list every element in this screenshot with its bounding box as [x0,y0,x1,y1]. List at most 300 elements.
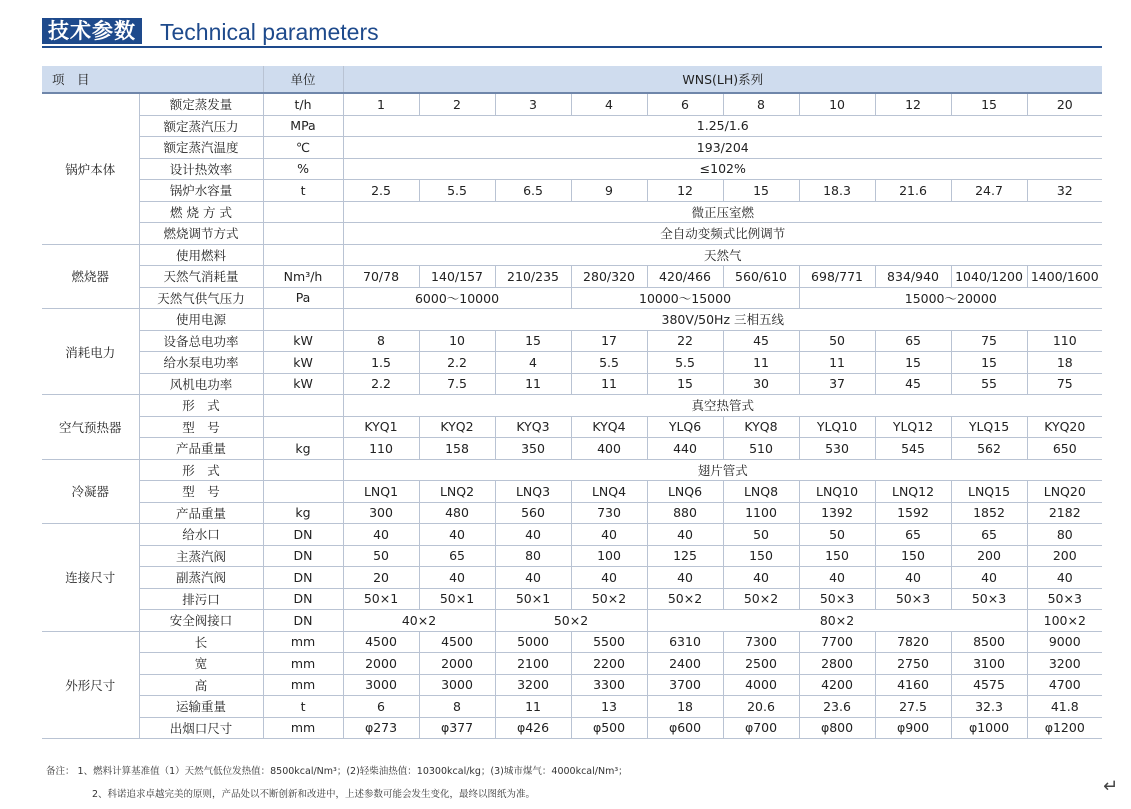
table-cell: 15 [875,352,951,374]
table-cell: 11 [723,352,799,374]
table-cell: 2.2 [343,373,419,395]
table-row [42,352,1102,374]
table-cell: 100 [571,545,647,567]
table-cell: 55 [951,373,1027,395]
table-cell: 730 [571,502,647,524]
row-label: 天然气消耗量 [139,266,263,288]
row-unit: kW [263,352,343,374]
table-row [42,244,1102,266]
table-cell: 3000 [419,674,495,696]
table-cell: 8 [419,696,495,718]
row-label: 设备总电功率 [139,330,263,352]
row-label: 天然气供气压力 [139,287,263,309]
table-cell: 50×2 [495,610,647,632]
title-bar [42,18,1102,48]
table-cell: YLQ6 [647,416,723,438]
table-cell: 3700 [647,674,723,696]
table-cell: 3 [495,93,571,115]
table-cell: 40 [875,567,951,589]
table-cell: 4575 [951,674,1027,696]
table-row [42,524,1102,546]
table-cell: 2 [419,93,495,115]
table-cell: 18.3 [799,180,875,202]
table-header-row [42,66,1102,93]
table-cell: 70/78 [343,266,419,288]
table-cell: 8500 [951,631,1027,653]
row-unit: MPa [263,115,343,137]
table-row [42,201,1102,223]
table-cell: 27.5 [875,696,951,718]
table-row [42,93,1102,115]
row-unit [263,459,343,481]
table-cell: φ377 [419,717,495,739]
header-series: WNS(LH)系列 [343,66,1102,93]
row-unit: t [263,696,343,718]
table-cell: 65 [951,524,1027,546]
table-row [42,115,1102,137]
group-label: 消耗电力 [42,309,139,395]
table-row [42,502,1102,524]
table-cell: 50×2 [647,588,723,610]
table-cell: ≤102% [343,158,1102,180]
table-cell: LNQ10 [799,481,875,503]
table-cell: 150 [799,545,875,567]
table-cell: 22 [647,330,723,352]
row-label: 运输重量 [139,696,263,718]
group-label: 锅炉本体 [42,93,139,244]
table-cell: 40 [571,524,647,546]
row-unit: t/h [263,93,343,115]
table-row [42,610,1102,632]
group-label: 冷凝器 [42,459,139,524]
table-cell: 15000～20000 [799,287,1102,309]
table-cell: 40 [951,567,1027,589]
table-cell: φ600 [647,717,723,739]
table-row [42,137,1102,159]
table-cell: 562 [951,438,1027,460]
table-cell: 50×1 [419,588,495,610]
table-cell: 2000 [343,653,419,675]
table-cell: 1 [343,93,419,115]
table-cell: 6310 [647,631,723,653]
table-cell: 11 [571,373,647,395]
table-cell: 32 [1027,180,1102,202]
table-cell: 1852 [951,502,1027,524]
row-label: 使用燃料 [139,244,263,266]
row-label: 产品重量 [139,438,263,460]
table-cell: LNQ15 [951,481,1027,503]
table-cell: 440 [647,438,723,460]
table-cell: 4700 [1027,674,1102,696]
table-cell: 翅片管式 [343,459,1102,481]
row-unit [263,309,343,331]
table-cell: 560 [495,502,571,524]
table-cell: 13 [571,696,647,718]
table-cell: 650 [1027,438,1102,460]
table-cell: 510 [723,438,799,460]
table-cell: 110 [343,438,419,460]
table-cell: LNQ20 [1027,481,1102,503]
table-cell: 7820 [875,631,951,653]
table-row [42,287,1102,309]
table-cell: 12 [875,93,951,115]
table-cell: 2.2 [419,352,495,374]
table-cell: LNQ12 [875,481,951,503]
table-cell: 30 [723,373,799,395]
row-unit [263,481,343,503]
table-cell: 40 [419,567,495,589]
table-cell: 11 [495,373,571,395]
table-cell: φ500 [571,717,647,739]
table-cell: 7300 [723,631,799,653]
table-cell: 3100 [951,653,1027,675]
row-unit [263,416,343,438]
table-cell: 4200 [799,674,875,696]
table-cell: 193/204 [343,137,1102,159]
row-unit: mm [263,653,343,675]
table-cell: 100×2 [1027,610,1102,632]
table-cell: 15 [951,352,1027,374]
table-cell: 545 [875,438,951,460]
row-unit: Nm³/h [263,266,343,288]
table-cell: 20 [343,567,419,589]
table-cell: 40 [799,567,875,589]
table-cell: 8 [343,330,419,352]
row-label: 出烟口尺寸 [139,717,263,739]
table-cell: 65 [419,545,495,567]
row-unit [263,395,343,417]
table-cell: 880 [647,502,723,524]
row-label: 高 [139,674,263,696]
table-cell: 微正压室燃 [343,201,1102,223]
table-cell: 5.5 [419,180,495,202]
table-row [42,266,1102,288]
table-row [42,631,1102,653]
table-cell: KYQ3 [495,416,571,438]
row-label: 产品重量 [139,502,263,524]
table-cell: 1.25/1.6 [343,115,1102,137]
row-label: 给水泵电功率 [139,352,263,374]
table-cell: 560/610 [723,266,799,288]
table-cell: 1.5 [343,352,419,374]
row-unit: mm [263,631,343,653]
table-row [42,567,1102,589]
table-cell: 4160 [875,674,951,696]
row-label: 型 号 [139,416,263,438]
table-cell: 80 [1027,524,1102,546]
table-cell: 8 [723,93,799,115]
row-label: 型 号 [139,481,263,503]
table-cell: φ800 [799,717,875,739]
table-cell: 11 [799,352,875,374]
notes [46,760,628,806]
row-label: 风机电功率 [139,373,263,395]
table-row [42,696,1102,718]
row-unit [263,244,343,266]
table-cell: 80×2 [647,610,1027,632]
table-cell: 2400 [647,653,723,675]
table-cell: φ1000 [951,717,1027,739]
row-unit: kW [263,373,343,395]
table-cell: KYQ2 [419,416,495,438]
table-row [42,223,1102,245]
table-cell: 50 [343,545,419,567]
row-label: 锅炉水容量 [139,180,263,202]
table-cell: KYQ4 [571,416,647,438]
table-cell: 32.3 [951,696,1027,718]
table-cell: 12 [647,180,723,202]
table-cell: 40 [343,524,419,546]
group-label: 空气预热器 [42,395,139,460]
table-cell: 480 [419,502,495,524]
table-cell: 2750 [875,653,951,675]
table-cell: 15 [951,93,1027,115]
table-cell: 50 [799,330,875,352]
table-cell: 1400/1600 [1027,266,1102,288]
row-unit: Pa [263,287,343,309]
table-cell: 18 [647,696,723,718]
table-cell: 420/466 [647,266,723,288]
table-cell: 50 [723,524,799,546]
table-cell: YLQ12 [875,416,951,438]
table-cell: 40 [495,567,571,589]
table-row [42,588,1102,610]
table-cell: 280/320 [571,266,647,288]
table-cell: 6 [343,696,419,718]
row-label: 额定蒸汽温度 [139,137,263,159]
table-cell: 5.5 [647,352,723,374]
row-label: 使用电源 [139,309,263,331]
note-line-2: 2、科诺追求卓越完美的原则，产品处以不断创新和改进中，上述参数可能会发生变化，最终以图纸为准。 [92,789,536,800]
table-cell: 24.7 [951,180,1027,202]
table-cell: 15 [723,180,799,202]
table-cell: 10000～15000 [571,287,799,309]
table-cell: 6000～10000 [343,287,571,309]
table-row [42,717,1102,739]
table-cell: 140/157 [419,266,495,288]
table-cell: KYQ1 [343,416,419,438]
table-cell: 3300 [571,674,647,696]
table-row [42,330,1102,352]
table-cell: 1392 [799,502,875,524]
table-cell: 20.6 [723,696,799,718]
row-unit: % [263,158,343,180]
table-cell: 50×2 [571,588,647,610]
table-row [42,545,1102,567]
table-cell: KYQ8 [723,416,799,438]
table-cell: 10 [799,93,875,115]
row-unit: DN [263,588,343,610]
table-cell: 50×3 [1027,588,1102,610]
table-cell: 37 [799,373,875,395]
row-label: 安全阀接口 [139,610,263,632]
table-cell: LNQ6 [647,481,723,503]
table-cell: 天然气 [343,244,1102,266]
table-cell: 300 [343,502,419,524]
table-cell: LNQ4 [571,481,647,503]
table-row [42,395,1102,417]
row-label: 给水口 [139,524,263,546]
table-cell: 65 [875,330,951,352]
table-cell: 50×3 [951,588,1027,610]
table-cell: 40×2 [343,610,495,632]
table-cell: 41.8 [1027,696,1102,718]
row-label: 宽 [139,653,263,675]
table-cell: 200 [951,545,1027,567]
table-cell: 698/771 [799,266,875,288]
table-cell: φ426 [495,717,571,739]
table-cell: 80 [495,545,571,567]
header-item: 项 目 [42,66,263,93]
row-label: 燃 烧 方 式 [139,201,263,223]
table-cell: 5500 [571,631,647,653]
table-cell: 3000 [343,674,419,696]
row-label: 形 式 [139,459,263,481]
table-cell: 9000 [1027,631,1102,653]
row-label: 燃烧调节方式 [139,223,263,245]
table-row [42,459,1102,481]
table-cell: LNQ2 [419,481,495,503]
table-row [42,674,1102,696]
row-unit: mm [263,674,343,696]
row-unit: t [263,180,343,202]
table-row [42,309,1102,331]
table-cell: 3200 [495,674,571,696]
table-cell: 21.6 [875,180,951,202]
table-cell: 2182 [1027,502,1102,524]
table-cell: 4 [495,352,571,374]
table-cell: 530 [799,438,875,460]
row-unit: kg [263,502,343,524]
table-cell: 110 [1027,330,1102,352]
title-en: Technical parameters [160,19,379,45]
table-cell: 4 [571,93,647,115]
row-unit: kg [263,438,343,460]
table-cell: 1100 [723,502,799,524]
table-cell: 400 [571,438,647,460]
table-cell: 50×1 [495,588,571,610]
table-cell: 40 [723,567,799,589]
table-cell: LNQ8 [723,481,799,503]
table-cell: 4500 [343,631,419,653]
table-cell: 2000 [419,653,495,675]
table-cell: 15 [647,373,723,395]
table-cell: φ700 [723,717,799,739]
group-label: 外形尺寸 [42,631,139,739]
table-cell: φ900 [875,717,951,739]
table-cell: 9 [571,180,647,202]
table-cell: 2200 [571,653,647,675]
row-unit: mm [263,717,343,739]
table-cell: 40 [419,524,495,546]
table-cell: 15 [495,330,571,352]
table-cell: 23.6 [799,696,875,718]
row-label: 设计热效率 [139,158,263,180]
table-cell: 20 [1027,93,1102,115]
table-cell: 1592 [875,502,951,524]
table-cell: 834/940 [875,266,951,288]
table-row [42,481,1102,503]
table-cell: 40 [647,567,723,589]
table-cell: 150 [875,545,951,567]
table-cell: 18 [1027,352,1102,374]
row-unit: DN [263,610,343,632]
table-cell: 158 [419,438,495,460]
table-body [42,93,1102,739]
row-label: 副蒸汽阀 [139,567,263,589]
enter-return-icon: ↵ [1103,776,1119,797]
technical-parameters-table [42,66,1102,739]
table-cell: 5.5 [571,352,647,374]
table-cell: 45 [875,373,951,395]
row-unit [263,201,343,223]
table-cell: 50×3 [799,588,875,610]
row-unit: DN [263,545,343,567]
table-cell: 200 [1027,545,1102,567]
row-label: 形 式 [139,395,263,417]
table-cell: 4500 [419,631,495,653]
row-label: 长 [139,631,263,653]
table-cell: 50×3 [875,588,951,610]
table-cell: 7.5 [419,373,495,395]
row-label: 排污口 [139,588,263,610]
table-cell: KYQ20 [1027,416,1102,438]
table-cell: 75 [951,330,1027,352]
table-cell: 350 [495,438,571,460]
row-label: 额定蒸汽压力 [139,115,263,137]
table-cell: YLQ15 [951,416,1027,438]
table-cell: 1040/1200 [951,266,1027,288]
group-label: 燃烧器 [42,244,139,309]
table-cell: 380V/50Hz 三相五线 [343,309,1102,331]
group-label: 连接尺寸 [42,524,139,632]
table-cell: 6 [647,93,723,115]
table-cell: 150 [723,545,799,567]
table-cell: 4000 [723,674,799,696]
table-cell: φ273 [343,717,419,739]
table-row [42,438,1102,460]
table-cell: 50 [799,524,875,546]
row-label: 额定蒸发量 [139,93,263,115]
table-cell: 全自动变频式比例调节 [343,223,1102,245]
table-cell: 45 [723,330,799,352]
table-cell: LNQ3 [495,481,571,503]
table-cell: 2800 [799,653,875,675]
table-cell: 65 [875,524,951,546]
table-cell: 40 [1027,567,1102,589]
table-row [42,180,1102,202]
table-cell: 3200 [1027,653,1102,675]
table-cell: 50×1 [343,588,419,610]
header-unit: 单位 [263,66,343,93]
table-cell: 5000 [495,631,571,653]
table-cell: 75 [1027,373,1102,395]
row-unit: DN [263,567,343,589]
title-underline [42,46,1102,48]
row-unit: kW [263,330,343,352]
row-unit [263,223,343,245]
table-cell: 7700 [799,631,875,653]
table-row [42,416,1102,438]
table-cell: 17 [571,330,647,352]
table-cell: 10 [419,330,495,352]
table-row [42,158,1102,180]
row-unit: ℃ [263,137,343,159]
table-cell: 2.5 [343,180,419,202]
row-unit: DN [263,524,343,546]
table-cell: 125 [647,545,723,567]
table-row [42,373,1102,395]
